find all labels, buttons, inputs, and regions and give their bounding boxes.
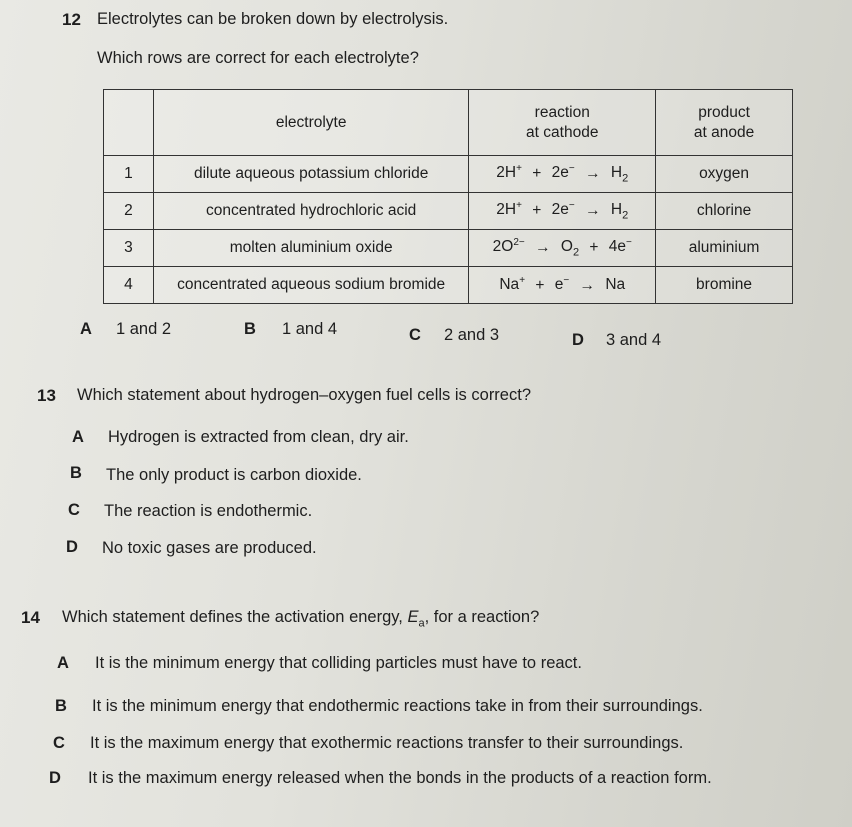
row-product: oxygen: [656, 156, 793, 193]
q12-option-a-text: 1 and 2: [116, 320, 172, 338]
row-reaction: $2H^+ + 2e^- \to H_2$: [469, 156, 656, 193]
row-product: aluminium: [656, 230, 793, 267]
q13-option-c-text: The reaction is endothermic.: [104, 502, 313, 520]
q14-option-c-letter[interactable]: C: [53, 734, 65, 752]
electrolysis-table: [103, 89, 793, 304]
row-electrolyte: dilute aqueous potassium chloride: [153, 156, 468, 193]
q13-option-a-text: Hydrogen is extracted from clean, dry air.: [108, 428, 409, 446]
q13-option-a-letter[interactable]: A: [72, 428, 84, 446]
q13-number: 13: [37, 386, 56, 405]
activation-energy-symbol: E: [407, 608, 419, 626]
arrow-icon: →: [585, 164, 601, 182]
q14-option-d-letter[interactable]: D: [49, 769, 61, 787]
q13-option-b-text: The only product is carbon dioxide.: [106, 466, 362, 484]
q12-option-a-letter[interactable]: A: [80, 320, 92, 338]
q12-option-d-letter[interactable]: D: [572, 331, 584, 349]
q14-option-a-letter[interactable]: A: [57, 654, 69, 672]
q13-option-d-letter[interactable]: D: [66, 538, 78, 556]
q13-option-b-letter[interactable]: B: [70, 464, 82, 482]
q14-option-b-text: It is the minimum energy that endothermic reactions take in from their surroundings.: [92, 697, 703, 715]
table-row: [104, 156, 793, 193]
table-row: [104, 267, 793, 304]
row-number: 2: [104, 193, 154, 230]
table-header-row: [104, 90, 793, 156]
q14-option-b-letter[interactable]: B: [55, 697, 67, 715]
row-reaction: $2O^{2-} \to O_2 + 4e^-$: [469, 230, 656, 267]
q13-option-d-text: No toxic gases are produced.: [102, 539, 317, 557]
q14-number: 14: [21, 608, 40, 627]
q14-question: Which statement defines the activation energy, $E_a$, for a reaction?: [62, 608, 540, 630]
q12-option-b-letter[interactable]: B: [244, 320, 256, 338]
header-reaction-line2: at cathode: [526, 123, 599, 141]
header-blank: [104, 90, 154, 156]
row-number: 1: [104, 156, 154, 193]
row-electrolyte: molten aluminium oxide: [153, 230, 468, 267]
row-reaction: Na+ + e− → Na: [469, 267, 656, 304]
header-reaction: [469, 90, 656, 156]
row-electrolyte: concentrated aqueous sodium bromide: [153, 267, 468, 304]
table-row: [104, 230, 793, 267]
q14-option-c-text: It is the maximum energy that exothermic reactions transfer to their surroundings.: [90, 734, 684, 752]
header-electrolyte: electrolyte: [153, 90, 468, 156]
q12-question: Which rows are correct for each electrolyte?: [97, 49, 419, 67]
row-product: chlorine: [656, 193, 793, 230]
q12-title: Electrolytes can be broken down by electrolysis.: [97, 10, 449, 28]
row-number: 4: [104, 267, 154, 304]
row-reaction: $2H^+ + 2e^- \to H_2$: [469, 193, 656, 230]
header-product: [656, 90, 793, 156]
header-product-line2: at anode: [693, 123, 755, 141]
q12-option-b-text: 1 and 4: [282, 320, 338, 338]
q12-option-d-text: 3 and 4: [606, 331, 662, 349]
arrow-icon: →: [579, 276, 595, 294]
header-product-line1: product: [698, 103, 750, 121]
q12-option-c-letter[interactable]: C: [409, 326, 421, 344]
q12-number: 12: [62, 10, 81, 29]
q13-option-c-letter[interactable]: C: [68, 501, 80, 519]
header-reaction-line1: reaction: [534, 103, 590, 121]
row-number: 3: [104, 230, 154, 267]
q12-option-c-text: 2 and 3: [444, 326, 500, 344]
table-row: [104, 193, 793, 230]
q14-option-d-text: It is the maximum energy released when the bonds in the products of a reaction form.: [88, 769, 712, 787]
row-electrolyte: concentrated hydrochloric acid: [153, 193, 468, 230]
arrow-icon: →: [535, 238, 551, 256]
arrow-icon: →: [585, 201, 601, 219]
row-product: bromine: [656, 267, 793, 304]
q14-option-a-text: It is the minimum energy that colliding particles must have to react.: [95, 654, 582, 672]
q13-question: Which statement about hydrogen–oxygen fuel cells is correct?: [77, 386, 531, 404]
